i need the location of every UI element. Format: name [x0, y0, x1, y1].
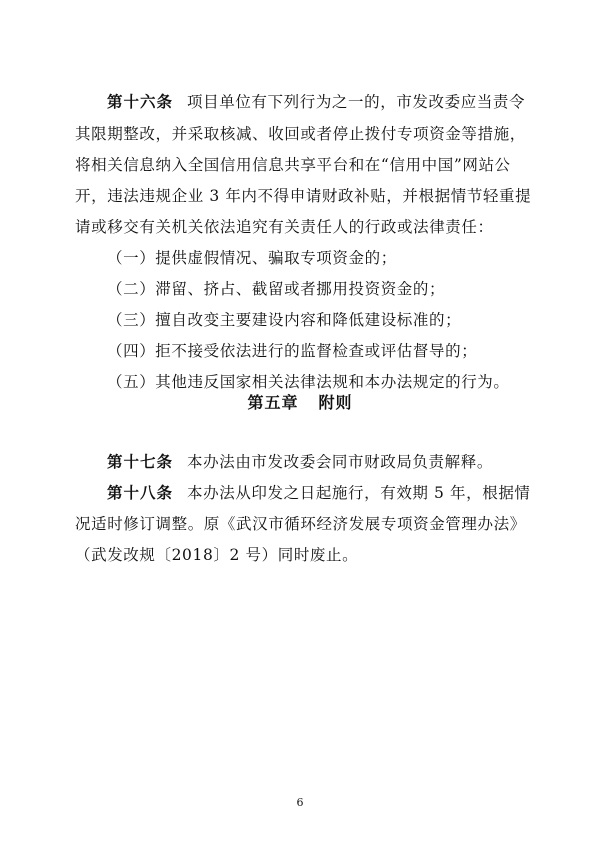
article-17-number: 第十七条: [107, 453, 174, 471]
article-16-item-5: （五）其他违反国家相关法律法规和本办法规定的行为。: [107, 373, 510, 391]
chapter-number: 第五章: [247, 393, 299, 412]
article-16-item-4: （四）拒不接受依法进行的监督检查或评估督导的；: [107, 342, 478, 360]
page-number: 6: [296, 796, 304, 809]
article-16-number: 第十六条: [107, 93, 174, 111]
article-16-line-1: [107, 92, 525, 112]
article-16-item-2: （二）滞留、挤占、截留或者挪用投资资金的；: [107, 280, 446, 298]
article-16-text: 项目单位有下列行为之一的，市发改委应当责令: [187, 93, 526, 111]
article-18-line-1: [107, 483, 531, 503]
article-16-item-1: （一）提供虚假情况、骗取专项资金的；: [107, 249, 397, 267]
article-18-line-3: （武发改规〔2018〕2 号）同时废止。: [75, 546, 359, 564]
article-18-number: 第十八条: [107, 484, 174, 502]
article-17-text: 本办法由市发改委会同市财政局负责解释。: [187, 453, 493, 471]
article-16-line-4: 开，违法违规企业 3 年内不得申请财政补贴，并根据情节轻重提: [75, 187, 532, 205]
article-18-text: 本办法从印发之日起施行，有效期 5 年，根据情: [187, 484, 531, 502]
article-16-item-3: （三）擅自改变主要建设内容和降低建设标准的；: [107, 311, 462, 329]
article-16-line-3: 将相关信息纳入全国信用信息共享平台和在“信用中国”网站公: [75, 156, 511, 174]
article-17-line-1: [107, 452, 493, 472]
chapter-title: 附则: [318, 393, 353, 412]
article-18-line-2: 况适时修订调整。原《武汉市循环经济发展专项资金管理办法》: [75, 515, 526, 533]
article-16-line-2: 其限期整改，并采取核减、收回或者停止拨付专项资金等措施，: [75, 125, 526, 143]
article-16-line-5: 请或移交有关机关依法追究有关责任人的行政或法律责任：: [75, 218, 494, 236]
chapter-heading: [0, 392, 600, 414]
